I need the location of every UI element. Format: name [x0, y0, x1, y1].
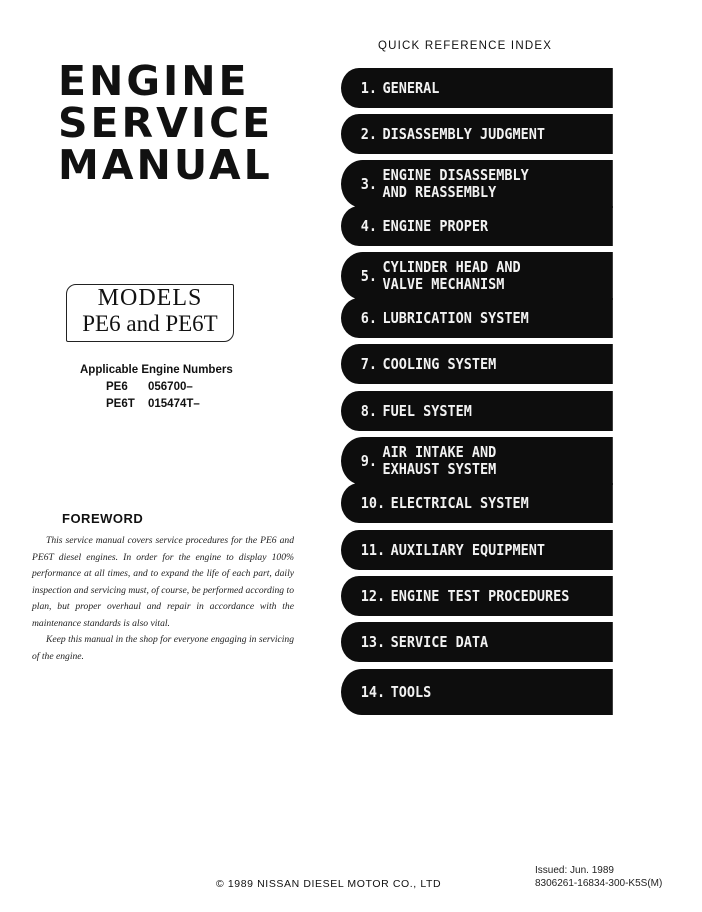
- index-tab-number: 11.: [360, 541, 386, 559]
- index-tab-14[interactable]: [341, 669, 613, 715]
- index-tab-number: 12.: [360, 587, 386, 605]
- index-tab-7[interactable]: [341, 344, 613, 384]
- index-tab-5[interactable]: [341, 252, 613, 300]
- index-tab-label-line: ENGINE TEST PROCEDURES: [390, 586, 570, 605]
- index-tab-label-line: TOOLS: [390, 682, 432, 701]
- index-tab-label-line: GENERAL: [382, 78, 440, 97]
- index-tab-6[interactable]: [341, 298, 613, 338]
- index-tab-label-line: ELECTRICAL SYSTEM: [390, 493, 529, 512]
- index-tab-number: 6.: [360, 309, 378, 327]
- title-line-3: MANUAL: [58, 141, 273, 189]
- index-tab-11[interactable]: [341, 530, 613, 570]
- engine-model: PE6: [106, 381, 128, 393]
- index-tab-label-line: CYLINDER HEAD AND: [382, 258, 521, 276]
- index-tab-label: [391, 588, 570, 605]
- index-tab-number: 8.: [360, 402, 378, 420]
- manual-title: [58, 57, 274, 189]
- index-tab-9[interactable]: [341, 437, 613, 485]
- models-names: PE6 and PE6T: [82, 311, 218, 336]
- index-tab-number: 3.: [360, 175, 378, 193]
- index-tab-number: 2.: [360, 125, 378, 143]
- index-tab-8[interactable]: [341, 391, 613, 431]
- index-tab-label: [382, 126, 545, 143]
- index-tab-label: [382, 218, 488, 235]
- index-tab-label-line: VALVE MECHANISM: [382, 275, 505, 293]
- index-tab-label: [382, 310, 528, 327]
- index-tab-label-line: ENGINE DISASSEMBLY: [382, 166, 529, 184]
- index-tab-label-line: ENGINE PROPER: [382, 216, 489, 235]
- index-tab-label-line: DISASSEMBLY JUDGMENT: [382, 124, 546, 143]
- index-tab-label: [382, 403, 471, 420]
- index-tab-number: 13.: [360, 633, 386, 651]
- index-tab-label-line: AND REASSEMBLY: [382, 183, 497, 201]
- index-tab-label: [382, 356, 496, 373]
- index-tab-10[interactable]: [341, 483, 613, 523]
- index-tab-number: 14.: [360, 683, 386, 701]
- issued-date: Issued: Jun. 1989: [535, 865, 614, 876]
- index-tab-label-line: EXHAUST SYSTEM: [382, 460, 497, 478]
- title-line-1: ENGINE: [58, 57, 250, 105]
- index-tab-label-line: COOLING SYSTEM: [382, 354, 497, 373]
- title-line-2: SERVICE: [58, 99, 274, 147]
- foreword-paragraph: This service manual covers service procedures for the PE6 and PE6T diesel engines. In order for the engine to display 100% performance at all times, and to expand the life of each part, daily inspection and servicing must, of course, be performed according to plan, but proper overhaul and repair in accordance with the maintenance standards is also vital.: [32, 535, 294, 629]
- index-tab-3[interactable]: [341, 160, 613, 208]
- index-tab-2[interactable]: [341, 114, 613, 154]
- engine-numbers-heading: Applicable Engine Numbers: [80, 364, 233, 376]
- index-tab-label-line: SERVICE DATA: [390, 632, 489, 651]
- foreword-text: [32, 533, 294, 665]
- engine-number: 056700–: [148, 381, 193, 393]
- index-tab-13[interactable]: [341, 622, 613, 662]
- document-code: 8306261-16834-300-K5S(M): [535, 878, 663, 889]
- index-tab-label: [391, 495, 529, 512]
- index-tab-label: [382, 167, 528, 201]
- index-tab-label-line: AIR INTAKE AND: [382, 443, 497, 461]
- foreword-heading: FOREWORD: [62, 511, 144, 526]
- index-tab-label-line: LUBRICATION SYSTEM: [382, 308, 529, 327]
- index-tab-label-line: FUEL SYSTEM: [382, 401, 472, 420]
- issue-info: [535, 864, 662, 890]
- index-tab-4[interactable]: [341, 206, 613, 246]
- index-tab-label: [391, 542, 545, 559]
- index-tab-label: [391, 634, 489, 651]
- index-tab-number: 7.: [360, 355, 378, 373]
- index-tab-number: 5.: [360, 267, 378, 285]
- index-tab-label: [382, 80, 439, 97]
- index-tab-number: 4.: [360, 217, 378, 235]
- index-tab-number: 9.: [360, 452, 378, 470]
- index-tab-12[interactable]: [341, 576, 613, 616]
- models-label: MODELS: [97, 285, 203, 311]
- index-tab-number: 10.: [360, 494, 386, 512]
- models-box: [66, 284, 234, 342]
- copyright: © 1989 NISSAN DIESEL MOTOR CO., LTD: [216, 878, 442, 890]
- engine-number: 015474T–: [148, 398, 200, 410]
- index-tab-1[interactable]: [341, 68, 613, 108]
- index-tab-label: [382, 259, 520, 293]
- index-tab-label: [382, 444, 496, 478]
- engine-model: PE6T: [106, 398, 135, 410]
- index-tab-label: [391, 684, 432, 701]
- quick-reference-index-heading: QUICK REFERENCE INDEX: [378, 40, 553, 52]
- index-tab-number: 1.: [360, 79, 378, 97]
- foreword-paragraph: Keep this manual in the shop for everyone engaging in servicing of the engine.: [32, 634, 294, 662]
- index-tab-label-line: AUXILIARY EQUIPMENT: [390, 540, 546, 559]
